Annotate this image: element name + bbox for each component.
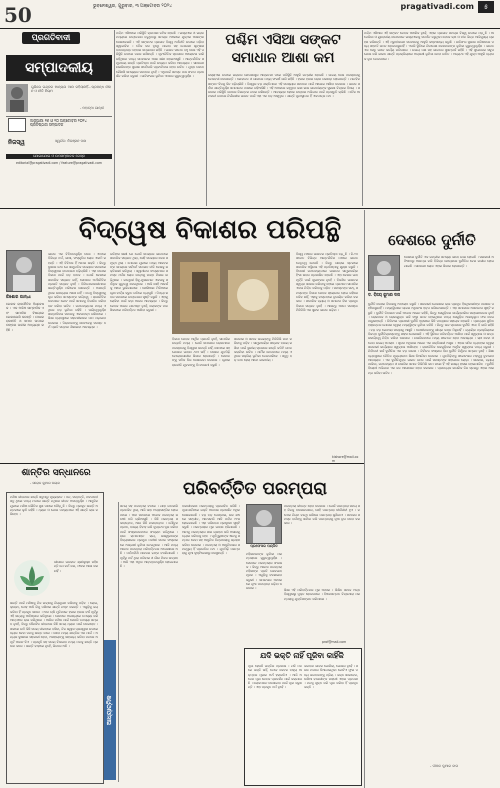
corruption-intro: ଦେଶରେ ଦୁର୍ନୀତି ଏକ ଗମ୍ଭୀର ସମସ୍ୟା ଭାବେ ଉଭା ହୋଇଛି । ସରକାରୀ ଅଫିସଠାରୁ ଆରମ୍ଭ କରି ବିଭିନ୍ନ କ୍ଷେତ୍ରରେ ଦୁର୍ନୀତିର ଚେର ଗଭୀର ହୋଇଯାଇଛି । ସାଧାରଣ ଲୋକ ଏହାର ଶିକାର ହେଉଛନ୍ତି । bbox=[404, 255, 494, 268]
editorial-label: ସମ୍ପାଦକୀୟ bbox=[6, 55, 112, 81]
shanti-byline: - ସରୋଜ କୁମାର ନାୟକ bbox=[30, 481, 60, 485]
paper-icon bbox=[8, 118, 26, 132]
page-number-badge: ୫ bbox=[478, 1, 494, 13]
gandhi-quote: ଗୁଣିଲେ ଗଣ୍ଡର ମାନ୍ୟତା ଆଉ ରହିଲାନାହିଁ...ପ୍ରବନ୍ଧ ଜୀବନ ଓ ନୀତି ନିୟମ bbox=[31, 85, 111, 94]
anniversary-number: 50 bbox=[4, 3, 32, 27]
tradition-author-name: ପ୍ରଫେସର ପଣ୍ଡିତ bbox=[250, 544, 278, 548]
bhakti-headline: ଯଦି ଭକ୍ତି ନାହିଁ ପୂଜିବା କାହିଁକି bbox=[260, 651, 344, 660]
main-article-col1: ଭାରତ ଏକ ବିବିଧତାପୂର୍ଣ୍ଣ ଦେଶ । ଏଠାରେ ବିଭିନ୍ନ ଧର୍ମ, ଭାଷା, ସଂସ୍କୃତିର ଲୋକ ଏକାଠି ରହନ୍ତି । ଏହି ବିବିଧତା ହିଁ ଆମର ଶକ୍ତି । କିନ୍ତୁ ଦୁଃଖର କଥା ଯେ ସାମ୍ପ୍ରତିକ ସମୟରେ ସମାଜରେ ବିଦ୍ୱେଷର ବାତାବରଣ ବଢ଼ିଚାଲିଛି । ଏହା ଦେଶର ବିକାଶ ପାଇଁ ବଡ଼ ବାଧକ । ଯେଉଁ ଦେଶରେ ସାମାଜିକ ସଦ୍ଭାବ ନାହିଁ, ସେଠାରେ ଅର୍ଥନୈତିକ ପ୍ରଗତି ସମ୍ଭବ ନୁହେଁ । ବିନିଯୋଗକାରୀମାନେ ଶାନ୍ତିପୂର୍ଣ୍ଣ ପରିବେଶ ଖୋଜନ୍ତି । ଅଶାନ୍ତି ଥିଲେ ଉଦ୍ୟୋଗ ଆସେ ନାହିଁ । ତେଣୁ ବିଦ୍ୱେଷକୁ ଦୂର କରିବା ସମସ୍ତଙ୍କ ଦାୟିତ୍ୱ । ରାଜନୈତିକ ଦଳମାନେ ଭୋଟ ପାଇଁ ସମାଜକୁ ବିଭାଜିତ କରିବା ବନ୍ଦ କରିବା ଉଚିତ । ଗଣମାଧ୍ୟମର ମଧ୍ୟ ଏଥିରେ ବଡ଼ ଭୂମିକା ରହିଛି । ଦାୟିତ୍ୱପୂର୍ଣ୍ଣ ସାମ୍ବାଦିକତା ସମାଜକୁ ଏକତାବଦ୍ଧ ରଖିପାରେ । ଶିକ୍ଷା ବ୍ୟବସ୍ଥାରେ ସହନଶୀଳତାର ପାଠ ପଢ଼ାଇବା ଦରକାର । ପିଲାମାନଙ୍କୁ ଛୋଟବେଳୁ ସମସ୍ତ ଧର୍ମ ପ୍ରତି ସମ୍ମାନ ଶିଖାଇବା ଆବଶ୍ୟକ । bbox=[48, 252, 106, 330]
bhakti-col2: ଭଗବାନ ଭାବର ଭୋକିଲା, ଭୋଗର ନୁହେଁ । ସରଳ ମନରେ ଦିଆଯାଇଥିବା ଗୋଟିଏ ଫୁଲ ମଧ୍ୟ ଭଗବାନଙ୍କୁ ପ୍ରିୟ । ଭକ୍ତ ସାଲବେଗ, ଦାସିଆ ବାଉରୀଙ୍କ କାହାଣୀ ଏହାର ପ୍ରମାଣ । ମନକୁ ଶୁଦ୍ଧ କରି ପୂଜା କରିବା ହିଁ ପ୍ରକୃତ ଭକ୍ତି । bbox=[304, 664, 358, 690]
column-divider bbox=[114, 30, 115, 206]
masthead-divider bbox=[6, 116, 112, 117]
contact-strip: ଯୋଗାଯୋଗ ଓ ଉପସମ୍ପାଦକ ଡେସ୍କ bbox=[6, 154, 112, 159]
corruption-headline: ଦେଶରେ ଦୁର୍ନୀତି bbox=[388, 231, 476, 249]
corruption-author-photo bbox=[368, 255, 400, 291]
west-asia-headline: ପଶ୍ଚିମ ଏସିଆ ସଙ୍କଟ ସମାଧାନ ଆଶା କମ bbox=[225, 32, 341, 66]
tradition-headline: ପରିବର୍ତ୍ତିତ ପରମ୍ପରା bbox=[182, 479, 328, 499]
paper-name: ପ୍ରଗତିବାଦୀ bbox=[22, 32, 80, 44]
shanti-intro: ମଣିଷ ଜୀବନରେ ଶାନ୍ତି ସବୁଠାରୁ ମୂଲ୍ୟବାନ । ଧନ, ସମ୍ପତ୍ତି, ପଦପଦବୀ ସବୁ ଥିଲେ ମଧ୍ୟ ମନରେ ଶାନ୍ତି ନଥିଲେ ଜୀବନ ଅସମ୍ପୂର୍ଣ୍ଣ । ଆଧୁନିକ ଯୁଗରେ ମଣିଷ ଭୌତିକ ସୁଖ ପଛରେ ଦୌଡ଼ୁଛି । କିନ୍ତୁ ପ୍ରକୃତ ଶାନ୍ତି ଅନ୍ତରରେ ଲୁଚି ରହିଛି । ଧ୍ୟାନ ଓ ଯୋଗ ମାଧ୍ୟମରେ ଏହି ଶାନ୍ତି ଲାଭ କରିହେବ । bbox=[10, 495, 98, 517]
editorial-body-col3: ପଶ୍ଚିମ ଏସିଆର ଏହି ସଙ୍କଟ କେବଳ ଆଞ୍ଚଳିକ ନୁହେଁ, ଏହାର ପ୍ରଭାବ ସମଗ୍ର ବିଶ୍ୱ ଉପରେ ପଡ଼ୁଛି । ଆମେରିକା ଓ ୟୁରୋପୀୟ ଦେଶମାନେ ଇସ୍ରାଏଲକୁ ସମର୍ଥନ କରୁଥିବା ବେଳେ ଋଷ ଓ ଚୀନ ଭିନ୍ନ ଆଭିମୁଖ୍ୟ ଗ୍ରହଣ କରିଛନ୍ତି । ଏହି ଧ୍ରୁବୀକରଣ ସମାଧାନକୁ ଆହୁରି କଷ୍ଟସାଧ୍ୟ କରୁଛି । ଜାତିସଂଘ ସୁରକ୍ଷା ପରିଷଦରେ ମଧ୍ୟ ସହମତି ଗଠନ ହୋଇପାରୁନାହିଁ । ଏପରି ସ୍ଥିତିରେ ନିରପେକ୍ଷ ଦେଶମାନଙ୍କ ଭୂମିକା ଗୁରୁତ୍ୱପୂର୍ଣ୍ଣ । ଭାରତ ଏକ ସେତୁ ଭାବେ କାର୍ଯ୍ୟ କରିପାରେ । ଉଭୟ ପକ୍ଷ ସହ ଭାରତର ସୁସମ୍ପର୍କ ରହିଛି । ଏହି ସୁଯୋଗର ସଦୁପଯୋଗ କରି ଭାରତ ଶାନ୍ତି ପ୍ରକ୍ରିୟାରେ ଅଗ୍ରଣୀ ଭୂମିକା ନେବା ଉଚିତ । ଅନ୍ୟଥା ଏହି ଯୁଦ୍ଧ ଆହୁରି ବ୍ୟାପକ ରୂପ ନେଇପାରେ । bbox=[364, 31, 494, 61]
date-line: ଭୁବନେଶ୍ୱର, ଗୁରୁବାର, ୩ ଅକ୍ଟୋବର ୨୦୨୪ bbox=[93, 4, 172, 9]
tradition-author-photo bbox=[246, 504, 282, 544]
tradition-email: prof@mail.com bbox=[322, 640, 347, 644]
editorial-body-col1: ପଶ୍ଚିମ ଏସିଆରେ ପରିସ୍ଥିତି କ୍ରମଶଃ ଜଟିଳ ହେଉଛି । ଇସ୍ରାଏଲ ଓ ଇରାନ ମଧ୍ୟରେ ଉତ୍ତେଜନା ବଢୁଥିବାରୁ ସମଗ୍ର ଅଞ୍ଚଳରେ ଯୁଦ୍ଧର ଆଶଙ୍କା ଦେଖାଦେଇଛି । ଏହି ସଙ୍କଟର ପ୍ରଭାବ ବିଶ୍ୱ ଅର୍ଥନୀତି ଉପରେ ପଡ଼ିବା ସ୍ୱାଭାବିକ । ତୈଳ ଦର ବୃଦ୍ଧି ପାଇବା ସହ ଯୋଗାଣ ଶୃଙ୍ଖଳା ବାଧାପ୍ରାପ୍ତ ହେବାର ସମ୍ଭାବନା ରହିଛି । ଭାରତ ସମେତ ବହୁ ଦେଶ ଏହି ପରିସ୍ଥିତି ଉପରେ ନଜର ରଖିଛନ୍ତି । କୂଟନୈତିକ ସ୍ତରରେ ଆଲୋଚନା ଜାରି ରହିଥିଲେ ମଧ୍ୟ ସମାଧାନର ଆଶା କ୍ଷୀଣ ହୋଇଆସୁଛି । ଆନ୍ତର୍ଜାତିକ ସମ୍ପ୍ରଦାୟ ଶାନ୍ତି ପ୍ରତିଷ୍ଠା ପାଇଁ ଉଦ୍ୟମ କରିବା ଆବଶ୍ୟକ । ସାଧାରଣ ନାଗରିକଙ୍କ ସୁରକ୍ଷା ସର୍ବୋପରି ପ୍ରାଥମିକତା ହେବା ଉଚିତ । ଯୁଦ୍ଧ କେବେ କୌଣସି ସମସ୍ୟାର ସମାଧାନ ନୁହେଁ । ଏଥିପାଇଁ ସମସ୍ତ ପକ୍ଷ ସଂଯମ ପ୍ରଦର୍ଶନ କରିବା ଜରୁରୀ । ଜାତିସଂଘର ଭୂମିକା ଏଠାରେ ଗୁରୁତ୍ୱପୂର୍ଣ୍ଣ । bbox=[116, 31, 204, 78]
column-divider bbox=[118, 502, 119, 782]
bhakti-col1: ପୂଜା ହେଉଛି ଭକ୍ତିର ପ୍ରକାଶ । ଯଦି ମନରେ ଭକ୍ତି ନାହିଁ, ତେବେ କେବଳ ବାହ୍ୟ ଆଡ଼ମ୍ବର ପୂଜାର ଅର୍ଥ ହରାଇଦିଏ । ଆଜି ଅନେକ ପୂଜା କେବଳ ପ୍ରଦର୍ଶନ ପାଇଁ କରାଯାଉଛି । ଲୋକମାନେ ଦେଖାଇବା ପାଇଁ ପୂଜା କରୁଛନ୍ତି । ଏହା ପ୍ରକୃତ ଧର୍ମ ନୁହେଁ । bbox=[248, 664, 302, 690]
gandhi-portrait bbox=[6, 84, 28, 112]
main-headline: ବିଦ୍ୱେଷ ବିକାଶର ପରିପନ୍ଥି bbox=[78, 215, 342, 245]
anniversary-logo bbox=[3, 2, 37, 26]
tradition-col1: ସମୟ ସହ ପରମ୍ପରା ବଦଳେ । ଯାହା ଗତକାଲି ପ୍ରଚଳିତ ଥିଲା, ଆଜି ତାହା ଅପ୍ରାସଙ୍ଗିକ ହୋଇପାରେ । ଆମ ସମାଜରେ ଅନେକ ପରମ୍ପରା ଶତାବ୍ଦୀ ଧରି ଚାଲିଆସୁଛି । କିଛି ପରମ୍ପରା ସକାରାତ୍ମକ, ଆଉ କିଛି ନକାରାତ୍ମକ । ଯୌତୁକ ପ୍ରଥା, ବାଲ୍ୟ ବିବାହ ଭଳି କୁପ୍ରଥା ଦୂର କରିବା ପାଇଁ ସଂସ୍କାରକମାନେ ସଂଗ୍ରାମ କରିଥିଲେ । ରାଜା ରାମମୋହନ ରାୟ, ଈଶ୍ୱରଚନ୍ଦ୍ର ବିଦ୍ୟାସାଗର ପ୍ରମୁଖ ମନୀଷୀ ସମାଜ ସଂସ୍କାରରେ ଅଗ୍ରଣୀ ଭୂମିକା ନେଇଥିଲେ । ଆଜି ମଧ୍ୟ ଅନେକ ପରମ୍ପରା ପରିବର୍ତ୍ତନର ଅପେକ୍ଷାରେ ଅଛି । ପର୍ବପର୍ବାଣି ପାଳନର ଢଙ୍ଗ ବଦଳିଯାଇଛି । ପୂର୍ବରୁ ପର୍ବ ଥିଲା ପରିବାର ଓ ଗାଁର ମିଳନ ଉତ୍ସବ । ଆଜି ଏହା ଅଧିକ ଆଡ଼ମ୍ବରପୂର୍ଣ୍ଣ ହୋଇଯାଇଛି । bbox=[120, 504, 178, 569]
main-article-col5: ବିଶ୍ୱ ମଞ୍ଚରେ ଭାରତର ପ୍ରତିଷ୍ଠା ବଢ଼ୁଛି । ଜି-୨୦ ସମେତ ବିଭିନ୍ନ ଆନ୍ତର୍ଜାତିକ ମଞ୍ଚରେ ଭାରତ ନେତୃତ୍ୱ ନେଉଛି । କିନ୍ତୁ ଘରୋଇ ସ୍ତରରେ ସାମାଜିକ ଅସ୍ଥିରତା ଏହି ପ୍ରତିଷ୍ଠାକୁ କ୍ଷୁଣ୍ଣ କରୁଛି । ବିଦେଶୀ ଗଣମାଧ୍ୟମରେ ଭାରତର ସାମ୍ପ୍ରଦାୟିକ ହିଂସା ଖବର ପ୍ରକାଶିତ ହେଉଛି । ଏହା ଦେଶର ଭାବମୂର୍ତ୍ତି ପାଇଁ ଶୁଭଙ୍କର ନୁହେଁ । ବିକଶିତ ଭାରତର ସ୍ୱପ୍ନ ସାକାର କରିବାକୁ ହେଲେ ପ୍ରଥମେ ସାମାଜିକ ଏକତା ନିଶ୍ଚିତ କରିବାକୁ ପଡ଼ିବ । ସମସ୍ତଙ୍କ ସାଥ୍, ସମସ୍ତଙ୍କ ବିକାଶ କେବଳ ସ୍ଲୋଗାନ ହୋଇ ରହିଲେ ଚଳିବ ନାହିଁ, ଏହାକୁ ବାସ୍ତବରେ ରୂପାୟିତ କରିବା ଦରକାର । ସାମାଜିକ ନ୍ୟାୟ ଓ ସମାନତା ବିନା ପ୍ରକୃତ ବିକାଶ ସମ୍ଭବ ନୁହେଁ । ଆସନ୍ତୁ ଆମେ ସମସ୍ତେ ମିଳିମିଶି ଏକ ସୁନ୍ଦର ଭାରତ ଗଢ଼ିବା । bbox=[296, 252, 358, 312]
editor-name: ସ୍ୱର୍ଗତ: ନିରଞ୍ଜନ ଦାସ bbox=[55, 139, 87, 143]
shanti-body: ଶାନ୍ତି ପାଇଁ ମଣିଷକୁ ନିଜ ଇଚ୍ଛାକୁ ନିୟନ୍ତ୍ରଣ କରିବାକୁ ପଡ଼ିବ । ଲୋଭ, କ୍ରୋଧ, ମୋହ ଆଦି ରିପୁ ମଣିଷର ଶାନ୍ତି ନଷ୍ଟ କରନ୍ତି । ଏଗୁଡ଼ିକୁ ଜୟ କରିବା ହିଁ ପ୍ରକୃତ ସାଧନା । ଆମ ଋଷି ମୁନିମାନେ ହଜାର ହଜାର ବର୍ଷ ପୂର୍ବରୁ ଏହି ସତ୍ୟକୁ ଆବିଷ୍କାର କରିଥିଲେ । ସେମାନେ ଅରଣ୍ୟରେ ତପସ୍ୟା କରି ଆତ୍ମଜ୍ଞାନ ଲାଭ କରିଥିଲେ । ଆଜିର ମଣିଷ ପାଇଁ ସେପରି ତପସ୍ୟା ସମ୍ଭବ ନୁହେଁ, କିନ୍ତୁ ଦୈନନ୍ଦିନ ଜୀବନରେ କିଛି ସମୟ ଧ୍ୟାନ ପାଇଁ ଦେଇହେବ । ସକାଳେ ଉଠି କିଛି ସମୟ ନୀରବରେ ବସିବା, ନିଜ ଶ୍ୱାସ ପ୍ରଶ୍ୱାସ ଉପରେ ଧ୍ୟାନ ଦେବା ମନକୁ ଶାନ୍ତ କରେ । ସେବା ମଧ୍ୟ ଶାନ୍ତିର ଏକ ମାର୍ଗ । ଅନ୍ୟର ଦୁଃଖରେ ସହଭାଗୀ ହେବା, ଅସହାୟଙ୍କୁ ସାହାଯ୍ୟ କରିବା ମନରେ ଅପୂର୍ବ ଆନନ୍ଦ ଦିଏ । ପ୍ରକୃତି ସହ ସମୟ ବିତାଇବା ମଧ୍ୟ ମନକୁ ଶାନ୍ତି ପ୍ରଦାନ କରେ । ଶାନ୍ତି ବାହାରେ ନୁହେଁ, ଭିତରେ ଅଛି । bbox=[10, 601, 98, 648]
main-article-col3: ବିକାଶ କେବଳ ଆର୍ଥିକ ପ୍ରଗତି ନୁହେଁ, ସାମାଜିକ ଉନ୍ନତି ମଧ୍ୟ । ଯେଉଁ ସମାଜରେ ଲୋକମାନେ ପରସ୍ପରକୁ ବିଶ୍ୱାସ କରନ୍ତି ନାହିଁ, ସେଠାରେ ସହଯୋଗର ଭାବନା ଥାଏ ନାହିଁ । ଦେଶର ଯୁବପିଢ଼ି ବେରୋଜଗାରୀର ଶିକାର ହେଉଛନ୍ତି । ସେମାନଙ୍କୁ ସଠିକ ଦିଗ ଦେଖାଇବା ଦରକାର । ଘୃଣାର ରାଜନୀତି ଯୁବକଙ୍କୁ ବିପଥଗାମୀ କରୁଛି । bbox=[172, 337, 231, 367]
editor-label: ନିଜସ୍ୱ bbox=[8, 139, 25, 146]
quote-author: - ମହାତ୍ମା ଗାନ୍ଧୀ bbox=[80, 106, 104, 110]
contact-email[interactable]: editorial@pragativadi.com / feature@pragativadi.com bbox=[15, 161, 103, 165]
header-divider bbox=[0, 28, 500, 29]
spiritual-side-bar bbox=[104, 640, 116, 780]
column-divider bbox=[206, 30, 207, 206]
corruption-signoff: - ଦୀପକ କୁମାର ଦାସ bbox=[430, 764, 458, 768]
tradition-col2: ବଜାରୀକରଣ ପରମ୍ପରାକୁ ପ୍ରଭାବିତ କରିଛି । ପୂଜାପାର୍ବଣରେ ଭକ୍ତି ଅପେକ୍ଷା ପ୍ରଦର୍ଶନ ଅଧିକ ଦେଖାଯାଉଛି । ବଡ଼ ବଡ଼ ପେଣ୍ଡାଲ, ଉଚ୍ଚ ଶବ୍ଦରେ ସଙ୍ଗୀତ, ଆତସବାଜି ଆଦି ପର୍ବର ଅଂଶ ହୋଇଯାଇଛି । ଏହା ପରିବେଶ ପ୍ରଦୂଷଣ ସୃଷ୍ଟି କରୁଛି । ପରମ୍ପରାର ମୂଳ ଭାବନା ହଜିଯାଉଛି । ଆମକୁ ପରମ୍ପରାର ସାର ଗ୍ରହଣ କରି ଅସାରକୁ ତ୍ୟାଗ କରିବାକୁ ହେବ । ପୂର୍ବପୁରୁଷଙ୍କ ଜ୍ଞାନକୁ ସମ୍ମାନ ଦେବା ସହ ଆଧୁନିକ ଚିନ୍ତାଧାରାକୁ ଗ୍ରହଣ କରିବା ଦରକାର । ପରମ୍ପରା ଓ ଆଧୁନିକତାର ସମନ୍ୱୟ ହିଁ ପ୍ରଗତିର ପଥ । ଯୁବପିଢ଼ି ପରମ୍ପରାକୁ ନୂଆ ଦୃଷ୍ଟିକୋଣରୁ ଦେଖୁଛନ୍ତି । bbox=[182, 504, 240, 556]
corruption-body: ଦୁର୍ନୀତି ଦେଶର ବିକାଶକୁ ଅବରୋଧ କରୁଛି । ସରକାରୀ ଯୋଜନାର ଲାଭ ପ୍ରକୃତ ହିତାଧିକାରୀଙ୍କ ପାଖରେ ପହଞ୍ଚିପାରୁନାହିଁ । ମଧ୍ୟସ୍ଥିମାନେ ଲାଭର ଅଧିକାଂଶ ହଡ଼ପ କରିନେଉଛନ୍ତି । ଏହା ସମାଜରେ ଅସମାନତା ସୃଷ୍ଟି କରୁଛି । ଦୁର୍ନୀତି ନିବାରଣ ପାଇଁ ଅନେକ ଆଇନ ରହିଛି, କିନ୍ତୁ ସେଗୁଡ଼ିକର କାର୍ଯ୍ୟକାରିତା ସନ୍ତୋଷଜନକ ନୁହେଁ । ଲୋକପାଳ ଓ ଲୋକାୟୁକ୍ତ ଭଳି ସଂସ୍ଥା ଗଠନ ହୋଇଥିଲେ ମଧ୍ୟ ସେଗୁଡ଼ିକ ଆଶାନୁରୂପ ଫଳ ଦେଇପାରୁନାହାନ୍ତି । ଡିଜିଟାଲ ପ୍ରଣାଳୀ ଦୁର୍ନୀତି ହ୍ରାସରେ କିଛି ମାତ୍ରାରେ ସହାୟକ ହୋଇଛି । ପ୍ରତ୍ୟକ୍ଷ ସୁବିଧା ହସ୍ତାନ୍ତର ଯୋଜନା ଦ୍ୱାରା ମଧ୍ୟସ୍ଥିଙ୍କ ଭୂମିକା କମିଛି । କିନ୍ତୁ ଉଚ୍ଚ ସ୍ତରରେ ଦୁର୍ନୀତି ଏବେ ବି ଜାରି ରହିଛି । ବଡ଼ ବଡ଼ ଘୋଟାଲା ସାମ୍ନାକୁ ଆସୁଛି । ଦୋଷୀମାନଙ୍କୁ ଶୀଘ୍ର ଦଣ୍ଡ ମିଳୁନାହିଁ । ନ୍ୟାୟିକ ପ୍ରକ୍ରିୟାରେ ବିଳମ୍ବ ଦୁର୍ନୀତିଗ୍ରସ୍ତଙ୍କୁ ସାହସ ଯୋଗାଉଛି । ଏହି ସ୍ଥିତିରେ ପରିବର୍ତ୍ତନ ଆଣିବା ପାଇଁ ସ୍ୱଚ୍ଛତା ଓ ଉତ୍ତରଦାୟିତ୍ୱ ନିଶ୍ଚିତ କରିବା ଦରକାର । ନାଗରିକମାନେ ମଧ୍ୟ ସଚେତନ ହେବା ଆବଶ୍ୟକ । ଲାଞ୍ଚ ଦେବା ଓ ନେବା ଉଭୟ ଅପରାଧ । ସୂଚନା ଅଧିକାର ଆଇନ ଏକ ଶକ୍ତିଶାଳୀ ଅସ୍ତ୍ର । ଏହାର ସଠିକ ବ୍ୟବହାର ଦ୍ୱାରା ସରକାରୀ କାର୍ଯ୍ୟରେ ସ୍ୱଚ୍ଛତା ଆଣିହେବ । ରାଜନୈତିକ ଦଳଗୁଡ଼ିକର ଆର୍ଥିକ ସ୍ୱଚ୍ଛତା ମଧ୍ୟ ଜରୁରୀ । ନିର୍ବାଚନୀ ଖର୍ଚ୍ଚ ଦୁର୍ନୀତିର ଏକ ବଡ଼ କାରଣ । ନିର୍ବାଚନ ସଂସ୍କାର ବିନା ଦୁର୍ନୀତି ନିର୍ମୂଳନ ସମ୍ଭବ ନୁହେଁ । ଶିକ୍ଷା ବ୍ୟବସ୍ଥାରେ ନୈତିକ ମୂଲ୍ୟବୋଧ ଶିକ୍ଷା ଦିଆଯିବା ଦରକାର । ଯୁବପିଢ଼ିଙ୍କୁ ସଚ୍ଚୋଟତାର ମହତ୍ତ୍ୱ ବୁଝାଇବା ଆବଶ୍ୟକ । ଏକ ଦୁର୍ନୀତିମୁକ୍ତ ଭାରତ ଗଠନ ପାଇଁ ସମସ୍ତଙ୍କ ସହଯୋଗ ଲୋଡ଼ା । ସରକାର, ନ୍ୟାୟପାଳିକା, ଗଣମାଧ୍ୟମ ଓ ନାଗରିକ ସମାଜ ମିଳିମିଶି କାମ କଲେ ହିଁ ଏହି ଲକ୍ଷ୍ୟ ହାସଲ ହୋଇପାରିବ । ଦୁର୍ନୀତି ବିରୋଧୀ ଅଭିଯାନ ଏକ ଜନ ଆନ୍ଦୋଳନ ହେବା ଦରକାର । ପ୍ରତ୍ୟେକ ନାଗରିକ ନିଜ ସ୍ତରରୁ ଏହାର ଆରମ୍ଭ କରିବା ଉଚିତ । bbox=[368, 302, 494, 375]
main-article-col2: ଇତିହାସ ସାକ୍ଷୀ ଯେ ଯେଉଁ ସମୟରେ ଭାରତରେ ସାମାଜିକ ସଦ୍ଭାବ ଥିଲା, ସେହି ସମୟରେ ଦେଶ ସମୃଦ୍ଧ ଥିଲା । ମୋଗଲ ଯୁଗରେ ମଧ୍ୟ ଆକବରଙ୍କ ସମୟରେ ସର୍ବଧର୍ମ ସମଭାବ ନୀତି ଦେଶକୁ ଶକ୍ତିଶାଳୀ କରିଥିଲା । ସ୍ୱାଧୀନତା ସଂଗ୍ରାମରେ ସମସ୍ତ ଧର୍ମର ଲୋକ କାନ୍ଧକୁ କାନ୍ଧ ମିଳାଇ ଲଢ଼ିଥିଲେ । ଗାନ୍ଧିଜୀ ହିନ୍ଦୁ-ମୁସଲମାନ ଏକତାକୁ ସର୍ବାଧିକ ଗୁରୁତ୍ୱ ଦେଇଥିଲେ । ଆଜି ସେହି ଆଦର୍ଶକୁ ଆମେ ଭୁଲିଯାଉଛେ । ସୋସିଆଲ ମିଡିଆରେ ଘୃଣା ବାର୍ତ୍ତା ଦ୍ରୁତ ଗତିରେ ବ୍ୟାପୁଛି । ମିଥ୍ୟା ଖବର ସମାଜରେ ଉତ୍ତେଜନା ସୃଷ୍ଟି କରୁଛି । ଏହାକୁ ରୋକିବା ପାଇଁ କଡ଼ା ଆଇନ ଆବଶ୍ୟକ । କିନ୍ତୁ କେବଳ ଆଇନ ଯଥେଷ୍ଟ ନୁହେଁ, ଲୋକଙ୍କ ମାନସିକତାରେ ପରିବର୍ତ୍ତନ ଆଣିବା ଜରୁରୀ । bbox=[110, 252, 168, 312]
shanti-headline: ଶାନ୍ତିର ସନ୍ଧାନରେ bbox=[21, 468, 91, 478]
site-url[interactable]: pragativadi.com bbox=[400, 2, 474, 11]
editorial-body-col2: ଇସ୍ରାଏଲ ଉପରେ ଇରାନର କ୍ଷେପଣାସ୍ତ୍ର ଆକ୍ରମଣ ପରେ ପରିସ୍ଥିତି ଆହୁରି ଗମ୍ଭୀର ହୋଇଛି । ଉଭୟ ଦେଶ ପରସ୍ପରକୁ ଚେତାବନୀ ଦେଉଛନ୍ତି । ଲେବାନନ ଓ ଗାଜାରେ ମଧ୍ୟ ସଂଘର୍ଷ ଜାରି ରହିଛି । ହଜାର ହଜାର ଲୋକ ଘରଛଡ଼ା ହୋଇଛନ୍ତି । ମାନବିକ ସଙ୍କଟ ଦିନକୁ ଦିନ ବଢ଼ିଚାଲିଛି । ବିଶ୍ୱର ବଡ଼ ଶକ୍ତିମାନେ ଏହି ସମସ୍ୟାର ସମାଧାନ ପାଇଁ ଆଗେଇ ଆସିବା ଦରକାର । ଭାରତ ସର୍ବଦା ଶାନ୍ତିପୂର୍ଣ୍ଣ ସମାଧାନର ପକ୍ଷରେ ରହିଆସିଛି । ଏହି ଅଞ୍ଚଳରେ ରହୁଥିବା ଲକ୍ଷ ଲକ୍ଷ ଭାରତୀୟଙ୍କ ସୁରକ୍ଷା ଚିନ୍ତାର ବିଷୟ । ସରକାର ପରିସ୍ଥିତି ଉପରେ ନିରନ୍ତର ନଜର ରଖିଛନ୍ତି । ଆବଶ୍ୟକ ହେଲେ ଉଦ୍ଧାର ଅଭିଯାନ ପାଇଁ ପ୍ରସ୍ତୁତି ଚାଲିଛି । ତୈଳ ଆମଦାନୀ ଉପରେ ନିର୍ଭରଶୀଳ ଭାରତ ପାଇଁ ଏହା ଏକ ବଡ଼ ଆହ୍ୱାନ । ଶାନ୍ତି ପୁନଃସ୍ଥାପନ ହିଁ ଏକମାତ୍ର ପଥ । bbox=[208, 73, 360, 99]
main-article-col4: ସରକାର ଓ ସମାଜ ଉଭୟଙ୍କୁ ମିଳିମିଶି କାମ କରିବାକୁ ପଡ଼ିବ । ସାମ୍ପ୍ରଦାୟିକ ସଦ୍ଭାବ ବଜାୟ ରଖିବା ପାଇଁ ସ୍ଥାନୀୟ ସ୍ତରରେ ଶାନ୍ତି କମିଟି ଗଠନ କରାଯିବା ଉଚିତ । ଧାର୍ମିକ ନେତାମାନେ ମଧ୍ୟ ଏଥିରେ ସକ୍ରିୟ ଭୂମିକା ନେଇପାରିବେ । ସବୁଠୁ ବଡ଼ କଥା ହେଲା ଆମେ ଭାରତୀୟ । bbox=[234, 337, 292, 363]
corruption-author-name: ଡ. ବିଜୟ କୁମାର ଦାସ bbox=[368, 292, 400, 297]
article-illustration bbox=[172, 252, 290, 334]
author-name: କିଶୋର ଗାନ୍ଧୀ bbox=[6, 294, 31, 299]
tradition-col5: ଶିକ୍ଷା ଏହି ପରିବର୍ତ୍ତନର ମୂଳ ଆଧାର । ଶିକ୍ଷିତ ସମାଜ ଅନ୍ଧବିଶ୍ୱାସରୁ ମୁକ୍ତ ହୋଇପାରେ । ବିଜ୍ଞାନସମ୍ମତ ଚିନ୍ତାଧାରା ପରମ୍ପରାକୁ ଯୁକ୍ତିସଙ୍ଗତ କରିପାରେ । bbox=[284, 588, 360, 601]
section-divider bbox=[0, 463, 364, 464]
tradition-col3: ପରମ୍ପରା ଜୀବନ୍ତ ହେବା ଦରକାର । ଯେଉଁ ପରମ୍ପରା ସମୟ ସହ ନିଜକୁ ବଦଳାଇପାରେ, ସେହି ପରମ୍ପରା ଦୀର୍ଘଜୀବୀ ହୁଏ । କଠୋର ନିୟମ ବାନ୍ଧି ରଖିଲେ ପରମ୍ପରା ଶୁଖିଯାଏ । ସମାଜର ସମସ୍ତ ବର୍ଗଙ୍କୁ ସାମିଲ କରି ପରମ୍ପରାକୁ ନୂଆ ରୂପ ଦେବା ଦରକାର । bbox=[284, 504, 360, 526]
section-divider bbox=[0, 208, 500, 209]
column-divider bbox=[362, 30, 363, 206]
tradition-col4: ମହିଳାମାନଙ୍କ ଭୂମିକା ପରମ୍ପରାରେ ଗୁରୁତ୍ୱପୂର୍ଣ୍ଣ । ସେମାନେ ପରମ୍ପରାର ସଂରକ୍ଷକ । କିନ୍ତୁ ଅନେକ ପରମ୍ପରା ମହିଳାଙ୍କ ପ୍ରତି ଭେଦଭାବମୂଳକ । ଏଗୁଡ଼ିକୁ ବଦଳାଇବା ଜରୁରୀ । ସମାନତାର ଆଧାରରେ ନୂଆ ପରମ୍ପରା ଗଢ଼ିବା ଦରକାର । bbox=[246, 552, 282, 591]
author-photo bbox=[6, 250, 42, 292]
author-email: kishore@mail.com bbox=[332, 455, 359, 464]
spiritual-side-label: ଆଧ୍ୟାତ୍ମିକ bbox=[106, 695, 113, 725]
lotus-icon bbox=[12, 558, 52, 598]
masthead-info: ଜାନୁଆରୀ ୧୬ ଓ ୨୦ ଅକ୍ଟୋବର ୨୦୨୪ ପ୍ରତିଷ୍ଠାତା ସମ୍ପାଦକ bbox=[30, 118, 87, 128]
shanti-side-text: ଗୀତାରେ ଭଗବାନ ଶ୍ରୀକୃଷ୍ଣ କହିଛନ୍ତି ଯେ କର୍ମ କର, ଫଳର ଆଶା କରନାହିଁ । bbox=[54, 560, 98, 573]
column-divider bbox=[364, 210, 365, 788]
author-note: ଲେଖକ ରାଜନୈତିକ ବିଶ୍ଳେଷକ । ଏକ ଅଭିଜ୍ଞ ସାମ୍ବାଦିକ ଏବଂ ସାମାଜିକ ବିଷୟରେ ଲେଖାଲେଖି କରନ୍ତି । ଦେଶର ରାଜନୀତି ଓ ସମାଜ ଉପରେ ତାଙ୍କର ଗଭୀର ଅଧ୍ୟୟନ ରହିଛି । bbox=[6, 302, 44, 332]
